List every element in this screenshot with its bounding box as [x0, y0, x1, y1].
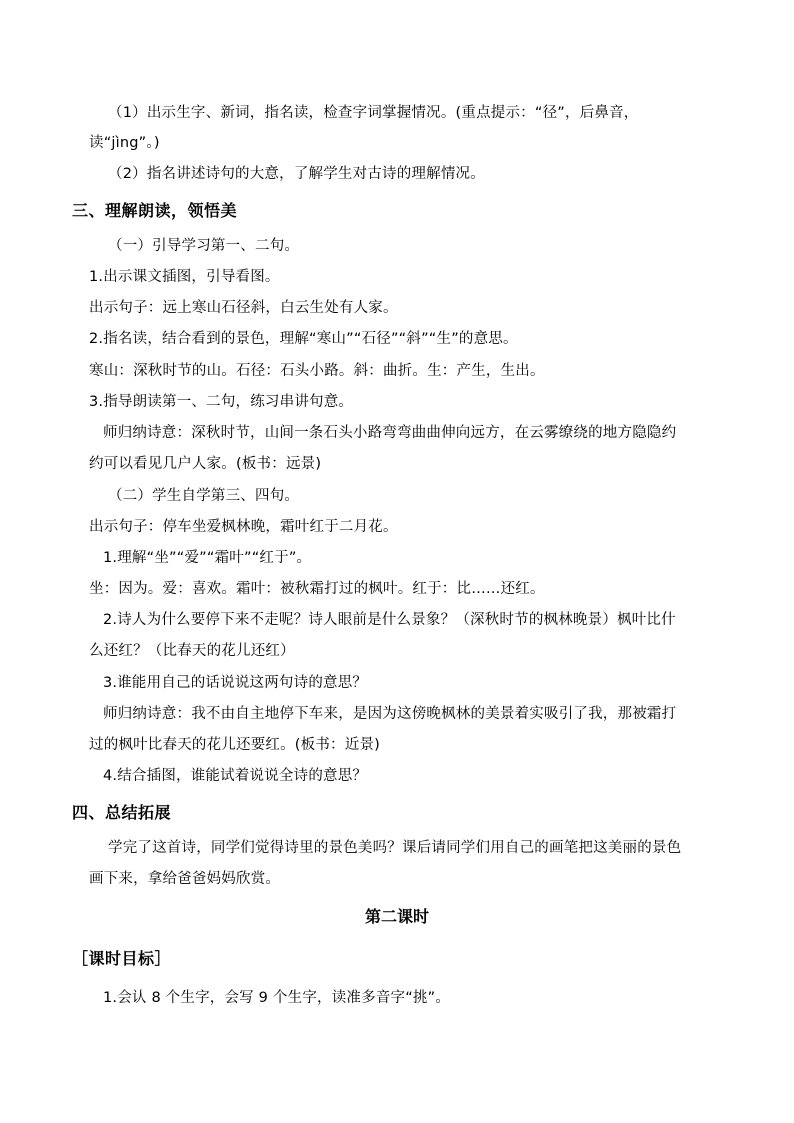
text-line: 学完了这首诗，同学们觉得诗里的景色美吗？课后请同学们用自己的画笔把这美丽的景色	[108, 840, 682, 856]
text-line: 寒山：深秋时节的山。石径：石头小路。斜：曲折。生：产生，生出。	[89, 363, 545, 379]
text-line: 1.理解“坐”“爱”“霜叶”“红于”。	[103, 550, 312, 566]
text-line: 2.诗人为什么要停下来不走呢？诗人眼前是什么景象？（深秋时节的枫林晚景）枫叶比什	[103, 612, 676, 628]
text-line: 师归纳诗意：深秋时节，山间一条石头小路弯弯曲曲伸向远方，在云雾缭绕的地方隐隐约	[103, 425, 677, 441]
text-line: （二）学生自学第三、四句。	[108, 488, 300, 504]
text-line: 么还红？（比春天的花儿还红）	[89, 643, 295, 659]
text-line: 过的枫叶比春天的花儿还要红。(板书：近景)	[89, 737, 381, 753]
lesson-title: 第二课时	[364, 907, 429, 926]
text-line: 1.会认 8 个生字，会写 9 个生字，读准多音字“挑”。	[103, 990, 451, 1006]
text-line: 1.出示课文插图，引导看图。	[89, 269, 280, 285]
text-line: （2）指名讲述诗句的大意，了解学生对古诗的理解情况。	[108, 166, 485, 182]
text-line: 出示句子：停车坐爱枫林晚，霜叶红于二月花。	[89, 519, 398, 535]
text-line: 坐：因为。爱：喜欢。霜叶：被秋霜打过的枫叶。红于：比……还红。	[89, 581, 545, 597]
text-line: 3.谁能用自己的话说说这两句诗的意思？	[103, 675, 368, 691]
section-heading: 三、理解朗读，领悟美	[72, 201, 238, 220]
text-line: 3.指导朗读第一、二句，练习串讲句意。	[89, 394, 354, 410]
text-line: 2.指名读，结合看到的景色，理解“寒山”“石径”“斜”“生”的意思。	[89, 331, 518, 347]
text-line: 师归纳诗意：我不由自主地停下车来，是因为这傍晚枫林的美景着实吸引了我，那被霜打	[103, 706, 677, 722]
text-line: （一）引导学习第一、二句。	[108, 238, 300, 254]
text-line: 画下来，拿给爸爸妈妈欣赏。	[89, 871, 281, 887]
text-line: （1）出示生字、新词，指名读，检查字词掌握情况。(重点提示：“径”，后鼻音，	[108, 105, 639, 121]
text-line: 约可以看见几户人家。(板书：远景)	[89, 456, 322, 472]
text-line: 出示句子：远上寒山石径斜，白云生处有人家。	[89, 300, 398, 316]
text-line: 4.结合插图，谁能试着说说全诗的意思？	[103, 768, 368, 784]
section-heading: ［课时目标］	[72, 949, 172, 968]
section-heading: 四、总结拓展	[72, 803, 172, 822]
text-line: 读“jìng”。)	[89, 135, 160, 151]
